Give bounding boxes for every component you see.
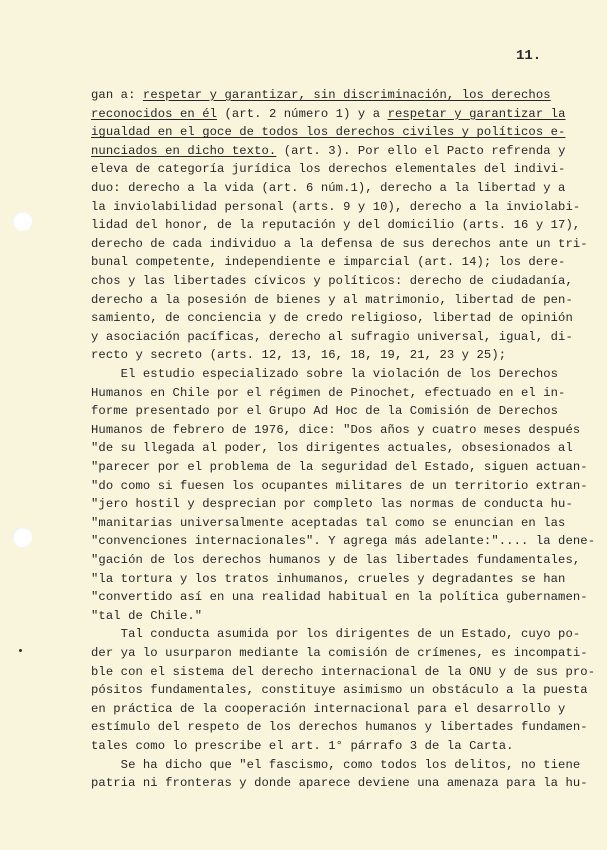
text-line bbox=[91, 423, 580, 437]
underlined-text: respetar y garantizar, sin discriminación, los derechos bbox=[142, 88, 551, 102]
text-segment: estímulo del respeto de los derechos humanos y libertades fundamen- bbox=[91, 720, 588, 735]
underlined-text: respetar y garantizar la bbox=[387, 106, 566, 121]
text-line bbox=[91, 702, 565, 716]
text-segment: "de su llegada al poder, los dirigentes actuales, obsesionados al bbox=[91, 441, 573, 456]
text-line bbox=[91, 107, 566, 121]
text-line bbox=[91, 404, 558, 418]
text-segment: recto y secreto (arts. 12, 13, 16, 18, 19, 21, 23 y 25); bbox=[91, 348, 507, 363]
text-segment: "gación de los derechos humanos y de las libertades fundamentales, bbox=[91, 553, 581, 567]
text-line bbox=[91, 590, 588, 604]
text-line bbox=[91, 479, 588, 493]
text-segment: eleva de categoría jurídica los derechos elementales del indivi- bbox=[91, 162, 566, 177]
text-line bbox=[91, 274, 573, 288]
punch-hole-top bbox=[12, 211, 32, 231]
text-segment: y asociación pacíficas, derecho al sufragio universal, igual, di- bbox=[91, 329, 573, 344]
text-line bbox=[91, 516, 565, 530]
text-segment: El estudio especializado sobre la violación de los Derechos bbox=[91, 367, 559, 381]
text-segment: forme presentado por el Grupo Ad Hoc de la Comisión de Derechos bbox=[91, 404, 559, 419]
text-segment: Humanos en Chile por el régimen de Pinochet, efectuado en el in- bbox=[91, 385, 566, 400]
text-segment: en práctica de la cooperación internacional para el desarrollo y bbox=[91, 701, 566, 716]
text-line bbox=[91, 255, 565, 269]
text-line bbox=[91, 609, 202, 623]
text-line bbox=[91, 646, 588, 660]
text-segment: Humanos de febrero de 1976, dice: "Dos años y cuatro meses después bbox=[91, 422, 581, 437]
text-line bbox=[91, 553, 580, 567]
text-segment: "manitarias universalmente aceptadas tal como se enuncian en las bbox=[91, 515, 566, 530]
text-segment: pósitos fundamentales, constituye asimismo un obstáculo a la puesta bbox=[91, 683, 588, 698]
text-line bbox=[91, 125, 565, 139]
text-line bbox=[91, 534, 595, 548]
text-line bbox=[91, 218, 580, 232]
text-line bbox=[91, 758, 580, 772]
text-segment: lidad del honor, de la reputación y del domicilio (arts. 16 y 17), bbox=[91, 218, 581, 233]
text-line bbox=[91, 311, 573, 325]
text-segment: duo: derecho a la vida (art. 6 núm.1), derecho a la libertad y a bbox=[91, 181, 566, 195]
text-segment: samiento, de conciencia y de credo religioso, libertad de opinión bbox=[91, 311, 573, 326]
punch-hole-bottom bbox=[12, 527, 32, 547]
text-segment: "do como si fuesen los ocupantes militares de un territorio extran- bbox=[91, 478, 588, 493]
text-line bbox=[91, 497, 573, 511]
text-segment: (art. 2 número 1) y a bbox=[217, 106, 388, 121]
text-segment: chos y las libertades cívicos y políticos: derecho de ciudadanía, bbox=[91, 274, 573, 288]
text-segment: der ya lo usurparon mediante la comisión de crímenes, es incompati- bbox=[91, 646, 588, 660]
text-line bbox=[91, 627, 580, 641]
text-segment: "convenciones internacionales". Y agrega más adelante:".... la dene- bbox=[91, 534, 596, 549]
text-segment: "la tortura y los tratos inhumanos, crueles y degradantes se han bbox=[91, 571, 566, 586]
text-segment: derecho a la posesión de bienes y al matrimonio, libertad de pen- bbox=[91, 292, 573, 307]
text-line bbox=[91, 200, 580, 214]
text-line bbox=[91, 572, 565, 586]
text-line bbox=[91, 683, 588, 697]
text-line bbox=[91, 776, 588, 790]
text-line bbox=[91, 665, 595, 679]
text-line bbox=[91, 441, 573, 455]
underlined-text: nunciados en dicho texto. bbox=[91, 143, 277, 158]
text-segment: derecho de cada individuo a la defensa de sus derechos ante un tri- bbox=[91, 236, 588, 251]
text-line bbox=[91, 460, 588, 474]
text-segment: "convertido así en una realidad habitual en la política gubernamen- bbox=[91, 590, 588, 605]
ink-speck bbox=[19, 649, 22, 652]
text-segment: la inviolabilidad personal (arts. 9 y 10), derecho a la inviolabi- bbox=[91, 199, 581, 214]
text-line bbox=[91, 144, 565, 158]
text-segment: patria ni fronteras y donde aparece deviene una amenaza para la hu- bbox=[91, 776, 588, 791]
text-segment: "tal de Chile." bbox=[91, 608, 203, 623]
text-segment: tales como lo prescribe el art. 1° párrafo 3 de la Carta. bbox=[91, 739, 514, 753]
text-line bbox=[91, 293, 573, 307]
text-line bbox=[91, 237, 588, 251]
text-segment: (art. 3). Por ello el Pacto refrenda y bbox=[276, 143, 566, 158]
text-line bbox=[91, 386, 565, 400]
text-segment: Tal conducta asumida por los dirigentes de un Estado, cuyo po- bbox=[91, 627, 581, 642]
underlined-text: igualdad en el goce de todos los derechos civiles y políticos e- bbox=[91, 125, 566, 140]
underlined-text: reconocidos en él bbox=[91, 106, 218, 121]
text-line bbox=[91, 162, 565, 176]
text-segment: bunal competente, independiente e imparcial (art. 14); los dere- bbox=[91, 255, 566, 270]
text-line bbox=[91, 367, 558, 381]
text-segment: Se ha dicho que "el fascismo, como todos los delitos, no tiene bbox=[91, 757, 581, 772]
page-number: 11. bbox=[516, 48, 542, 64]
text-line bbox=[91, 739, 514, 753]
text-segment: "jero hostil y desprecian por completo las normas de conducta hu- bbox=[91, 497, 573, 512]
text-segment: gan a: bbox=[91, 88, 143, 102]
text-line bbox=[91, 720, 588, 734]
text-line bbox=[91, 330, 573, 344]
text-line bbox=[91, 348, 506, 362]
text-segment: "parecer por el problema de la seguridad del Estado, siguen actuan- bbox=[91, 460, 588, 474]
text-segment: ble con el sistema del derecho internacional de la ONU y de sus pro- bbox=[91, 664, 596, 679]
text-line bbox=[91, 181, 565, 195]
text-line bbox=[91, 88, 551, 102]
